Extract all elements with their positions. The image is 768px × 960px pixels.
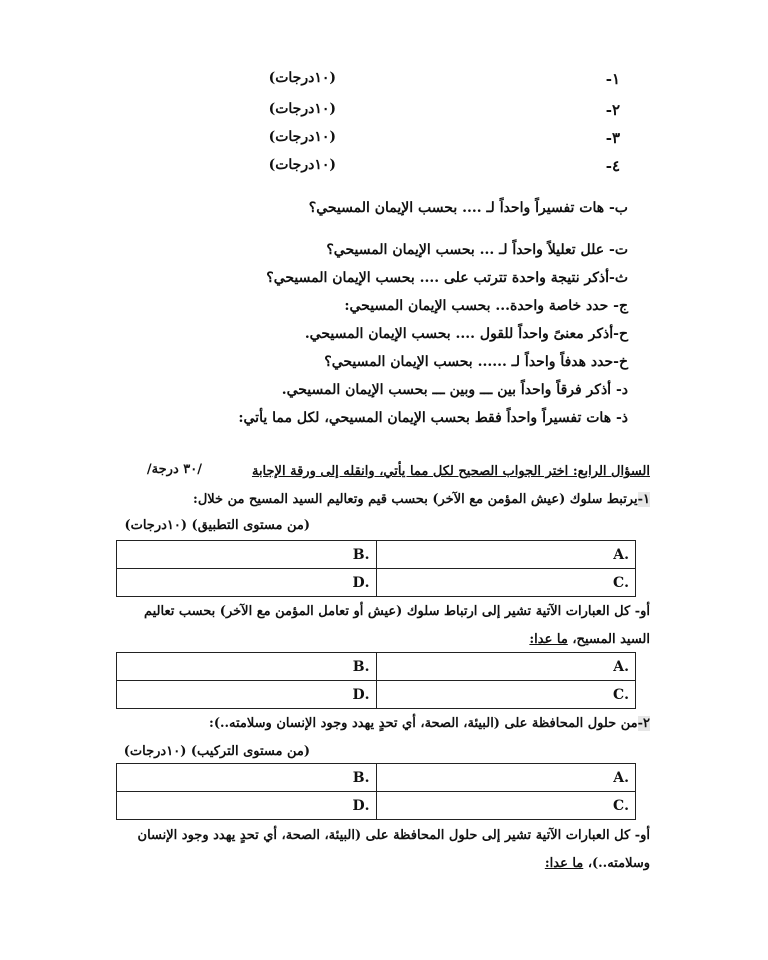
option-a: .A	[376, 541, 636, 569]
question-line: ح-أذكر معنىً واحداً للقول .... بحسب الإيمان المسيحي.	[304, 326, 628, 342]
question-line: خ-حدد هدفاً واحداً لـ ...... بحسب الإيمان المسيحي؟	[324, 354, 628, 370]
q1-alt-line2	[529, 632, 650, 647]
q1-level: (من مستوى التطبيق) (١٠درجات)	[124, 518, 310, 533]
question-line: ب- هات تفسيراً واحداً لـ .... بحسب الإيمان المسيحي؟	[308, 200, 628, 216]
q1-alt-line2-text: السيد المسيح،	[572, 632, 650, 647]
section-title: السؤال الرابع: اختر الجواب الصحيح لكل مما يأتي، وانقله إلى ورقة الإجابة	[251, 464, 650, 479]
question-line: ج- حدد خاصة واحدة... بحسب الإيمان المسيحي:	[344, 298, 628, 314]
option-c: .C	[376, 792, 636, 820]
item-grade: (١٠درجات)	[268, 70, 336, 86]
option-b: .B	[117, 653, 377, 681]
question-line: ث-أذكر نتيجة واحدة تترتب على .... بحسب الإيمان المسيحي؟	[266, 270, 628, 286]
option-d: .D	[117, 569, 377, 597]
item-grade: (١٠درجات)	[268, 129, 336, 145]
q2-alt-line2-text: وسلامته..)،	[587, 856, 650, 871]
option-d: .D	[117, 792, 377, 820]
item-number: ٢-	[605, 101, 620, 119]
item-number: ٤-	[605, 157, 620, 175]
q1-line	[193, 492, 650, 507]
option-a: .A	[376, 764, 636, 792]
section-score: /٣٠ درجة/	[146, 462, 202, 477]
q2-number: ٢-	[637, 716, 650, 731]
q1-alt-line1: أو- كل العبارات الآتية تشير إلى ارتباط سلوك (عيش أو تعامل المؤمن مع الآخر) بحسب تعاليم	[143, 604, 650, 619]
item-grade: (١٠درجات)	[268, 157, 336, 173]
q2-alt-line2	[545, 856, 650, 871]
q2-level: (من مستوى التركيب) (١٠درجات)	[123, 744, 310, 759]
option-d: .D	[117, 681, 377, 709]
option-b: .B	[117, 764, 377, 792]
option-b: .B	[117, 541, 377, 569]
q2-answer-table	[116, 763, 636, 820]
item-number: ٣-	[605, 129, 620, 147]
question-line: د- أذكر فرقاً واحداً بين ـــ وبين ـــ بحسب الإيمان المسيحي.	[281, 382, 628, 398]
item-grade: (١٠درجات)	[268, 101, 336, 117]
q1-except-label: ما عدا:	[529, 632, 568, 647]
option-a: .A	[376, 653, 636, 681]
q2-line	[209, 716, 650, 731]
q2-except-label: ما عدا:	[544, 856, 584, 871]
option-c: .C	[376, 681, 636, 709]
q1-text: يرتبط سلوك (عيش المؤمن مع الآخر) بحسب قيم وتعاليم السيد المسيح من خلال:	[193, 492, 638, 507]
item-number: ١-	[605, 70, 620, 88]
question-line: ت- علل تعليلاً واحداً لـ ... بحسب الإيمان المسيحي؟	[326, 242, 628, 258]
option-c: .C	[376, 569, 636, 597]
q1-number: ١-	[637, 492, 650, 507]
q1-alt-answer-table	[116, 652, 636, 709]
question-line: ذ- هات تفسيراً واحداً فقط بحسب الإيمان المسيحي، لكل مما يأتي:	[238, 410, 628, 426]
q2-alt-line1: أو- كل العبارات الآتية تشير إلى حلول المحافظة على (البيئة، الصحة، أي تحدٍ يهدد وجود الإنسان	[137, 828, 650, 843]
q2-text: من حلول المحافظة على (البيئة، الصحة، أي تحدٍ يهدد وجود الإنسان وسلامته..):	[209, 716, 638, 731]
q1-answer-table	[116, 540, 636, 597]
